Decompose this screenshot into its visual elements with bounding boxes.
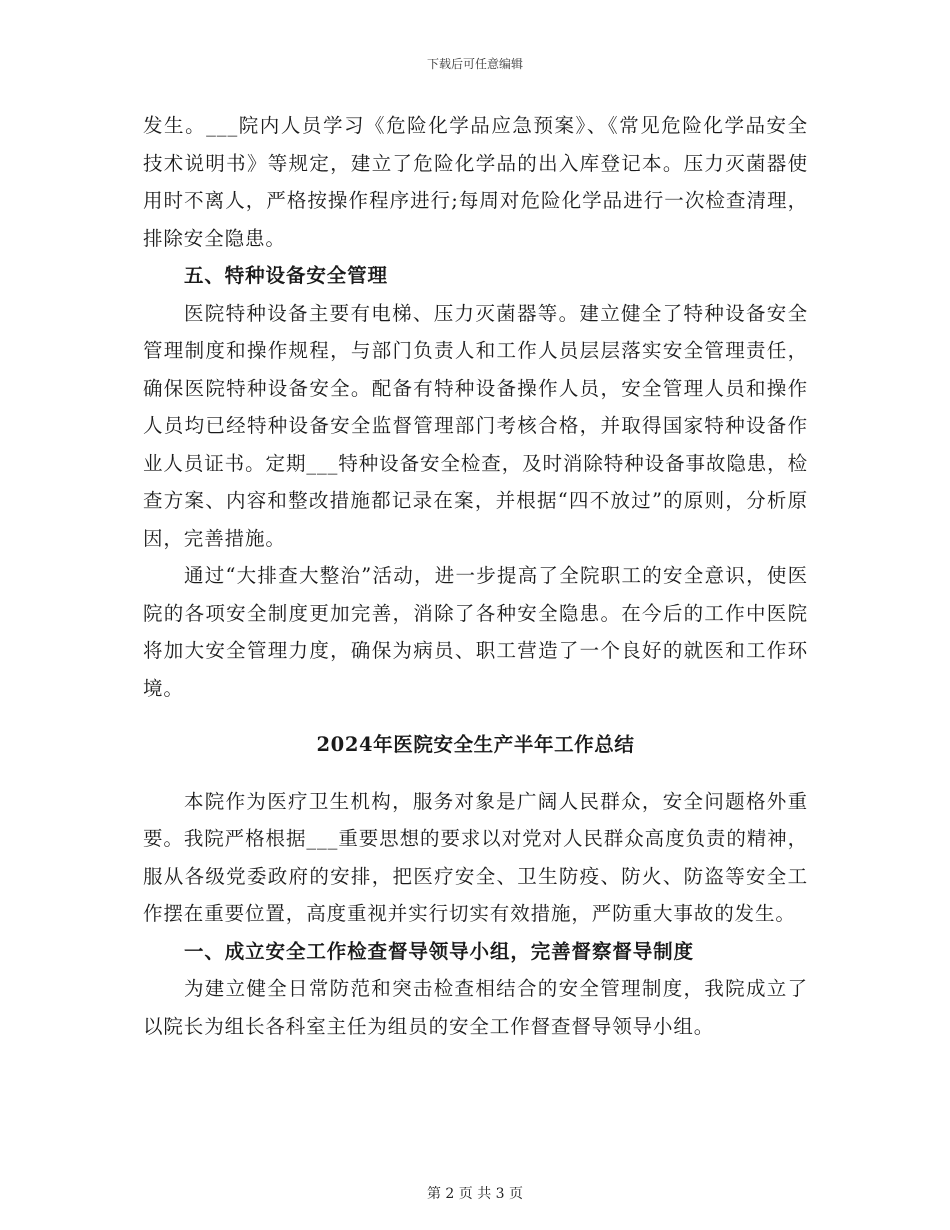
paragraph-summary: 通过“大排查大整治”活动，进一步提高了全院职工的安全意识，使医院的各项安全制度更加完善，消除了各种安全隐患。在今后的工作中医院将加大安全管理力度，确保为病员、职工营造了一个良好的就医和工作环境。 xyxy=(143,564,808,700)
paragraph-hazardous-chemicals: 发生。___院内人员学习《危险化学品应急预案》、《常见危险化学品安全技术说明书》等规定，建立了危险化学品的出入库登记本。压力灭菌器使用时不离人，严格按操作程序进行;每周对危险化学品进行一次检查清理，排除安全隐患。 xyxy=(143,114,808,250)
paragraph-special-equipment: 医院特种设备主要有电梯、压力灭菌器等。建立健全了特种设备安全管理制度和操作规程，与部门负责人和工作人员层层落实安全管理责任，确保医院特种设备安全。配备有特种设备操作人员，安全管理人员和操作人员均已经特种设备安全监督管理部门考核合格，并取得国家特种设备作业人员证书。定期___特种设备安全检查，及时消除特种设备事故隐患，检查方案、内容和整改措施都记录在案，并根据“四不放过”的原则，分析原因，完善措施。 xyxy=(143,301,808,550)
paragraph-intro: 本院作为医疗卫生机构，服务对象是广阔人民群众，安全问题格外重要。我院严格根据___重要思想的要求以对党对人民群众高度负责的精神，服从各级党委政府的安排，把医疗安全、卫生防疫、防火、防盗等安全工作摆在重要位置，高度重视并实行切实有效措施，严防重大事故的发生。 xyxy=(143,789,808,925)
page-header: 下载后可任意编辑 xyxy=(426,57,523,71)
section-heading-inspection-team: 一、成立安全工作检查督导领导小组，完善督察督导制度 xyxy=(183,939,694,963)
document-body xyxy=(143,107,808,1045)
page-footer: 第 2 页 共 3 页 xyxy=(426,1186,524,1202)
document-title: 2024年医院安全生产半年工作总结 xyxy=(316,733,635,756)
section-heading-special-equipment: 五、特种设备安全管理 xyxy=(183,264,388,287)
paragraph-inspection-team: 为建立健全日常防范和突击检查相结合的安全管理制度，我院成立了以院长为组长各科室主任为组员的安全工作督查督导领导小组。 xyxy=(143,977,808,1038)
